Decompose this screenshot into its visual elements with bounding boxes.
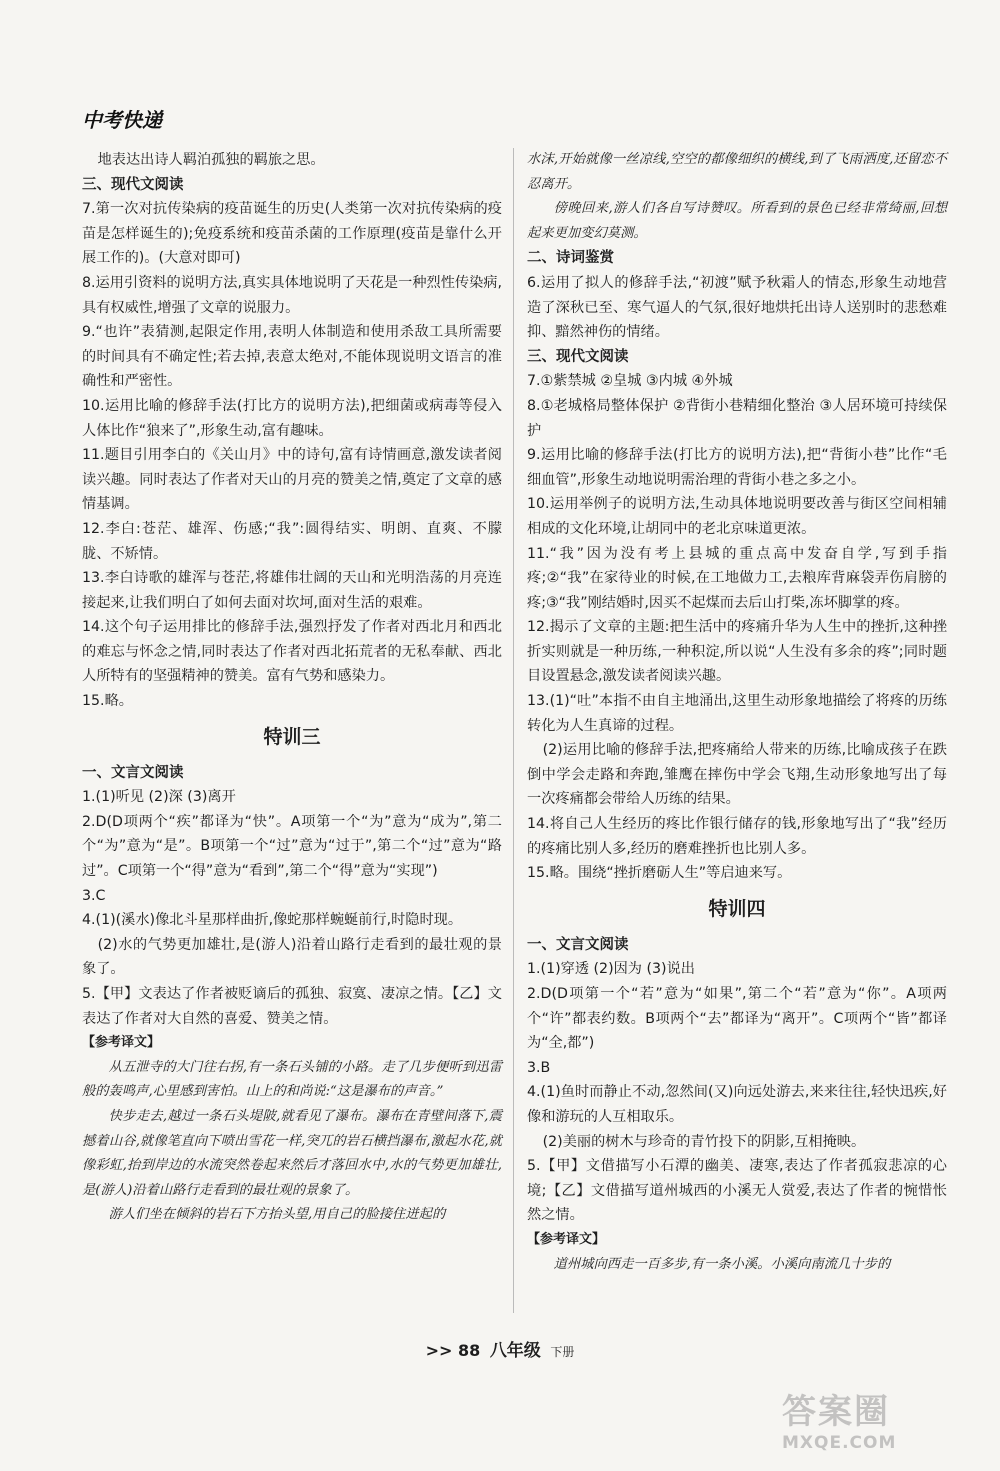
section-heading: 三、现代文阅读 [527,348,629,365]
answer-paragraph: 1.(1)穿透 (2)因为 (3)说出 [527,961,695,978]
answer-paragraph: 2.D(D项两个“疾”都译为“快”。A项第一个“为”意为“成为”,第二个“为”意为“是”。B项第一个“过”意为“过于”,第二个“过”意为“路过”。C项第一个“得”意为“看到”,第二个“得”意为“实现”) [82,813,502,880]
translation-paragraph: 道州城向西走一百多步,有一条小溪。小溪向南流几十步的 [553,1256,891,1272]
translation-paragraph: 快步走去,越过一条石头堤陂,就看见了瀑布。瀑布在青壁间落下,震撼着山谷,就像笔直向下喷出雪花一样,突兀的岩石横挡瀑布,激起水花,就像彩虹,抬到岸边的水流突然卷起来然后才落回水中,水的气势更加雄壮,是(游人)沿着山路行走看到的最壮观的景象了。 [82,1108,502,1198]
answer-paragraph: 1.(1)听见 (2)深 (3)离开 [82,789,236,806]
reference-heading: 【参考译文】 [527,1231,606,1247]
answer-paragraph: 8.①老城格局整体保护 ②背街小巷精细化整治 ③人居环境可持续保护 [527,397,947,439]
translation-paragraph: 傍晚回来,游人们各自写诗赞叹。所看到的景色已经非常绮丽,回想起来更加变幻莫测。 [527,201,947,241]
answer-paragraph: 13.李白诗歌的雄浑与苍茫,将雄伟壮阔的天山和光明浩荡的月亮连接起来,让我们明白了如何去面对坎坷,面对生活的艰难。 [82,570,502,611]
answer-paragraph: 6.运用了拟人的修辞手法,“初渡”赋予秋霜人的情态,形象生动地营造了深秋已至、寒气逼人的气氛,很好地烘托出诗人送别时的悲愁难抑、黯然神伤的情绪。 [527,274,947,341]
footer-arrows: >> [425,1341,453,1360]
answer-paragraph: 15.略。围绕“挫折磨砺人生”等启迪来写。 [527,865,792,882]
answer-paragraph: 3.C [82,887,106,904]
reference-heading: 【参考译文】 [82,1035,161,1051]
answer-paragraph: 11.“我”因为没有考上县城的重点高中发奋自学,写到手指疼;②“我”在家待业的时候,在工地做力工,去粮库背麻袋弄伤肩膀的疼;③“我”刚结婚时,因买不起煤而去后山打柴,冻坏脚掌的疼。 [527,545,947,611]
translation-paragraph: 从五泄寺的大门往右拐,有一条石头铺的小路。走了几步便听到迅雷般的轰鸣声,心里感到害怕。山上的和尚说:“这是瀑布的声音。” [82,1059,502,1100]
answer-paragraph: 9.“也许”表猜测,起限定作用,表明人体制造和使用杀敌工具所需要的时间具有不确定性;若去掉,表意太绝对,不能体现说明文语言的准确性和严密性。 [82,324,502,390]
answer-paragraph: 13.(1)“吐”本指不由自主地涌出,这里生动形象地描绘了将疼的历练转化为人生真谛的过程。 [527,693,947,734]
watermark-text: 答案圈 [782,1392,890,1432]
watermark-url: MXQE.COM [782,1433,897,1453]
answer-paragraph: 10.运用举例子的说明方法,生动具体地说明要改善与街区空间相辅相成的文化环境,让胡同中的老北京味道更浓。 [527,496,947,537]
answer-paragraph: (2)水的气势更加雄壮,是(游人)沿着山路行走看到的最壮观的景象了。 [82,936,502,978]
grade-label: 八年级 [489,1341,541,1361]
answer-paragraph: 12.揭示了文章的主题:把生活中的疼痛升华为人生中的挫折,这种挫折实则就是一种历练,一种积淀,所以说“人生没有多余的疼”;同时题目设置悬念,激发读者阅读兴趣。 [527,619,947,685]
answer-paragraph: 7.第一次对抗传染病的疫苗诞生的历史(人类第一次对抗传染病的疫苗是怎样诞生的);免疫系统和疫苗杀菌的工作原理(疫苗是靠什么开展工作的)。(大意对即可) [82,201,502,267]
answer-paragraph: 14.这个句子运用排比的修辞手法,强烈抒发了作者对西北月和西北的难忘与怀念之情,同时表达了作者对西北拓荒者的无私奉献、西北人所特有的坚强精神的赞美。富有气势和感染力。 [82,619,502,685]
answer-paragraph: 地表达出诗人羁泊孤独的羁旅之思。 [97,152,325,168]
answer-paragraph: 8.运用引资料的说明方法,真实具体地说明了天花是一种烈性传染病,具有权威性,增强了文章的说服力。 [82,274,502,316]
section-heading: 三、现代文阅读 [82,176,184,193]
answer-paragraph: 9.运用比喻的修辞手法(打比方的说明方法),把“背街小巷”比作“毛细血管”,形象生动地说明需治理的背街小巷之多之小。 [527,447,947,488]
translation-paragraph: 水沫,开始就像一丝凉线,空空的都像细织的横线,到了飞雨洒度,还留恋不忍离开。 [527,152,947,192]
section-heading: 二、诗词鉴赏 [527,250,614,267]
answer-paragraph: 4.(1)鱼时而静止不动,忽然间(又)向远处游去,来来往往,轻快迅疾,好像和游玩的人互相取乐。 [527,1084,947,1125]
right-column [527,148,947,1277]
answer-paragraph: 14.将自己人生经历的疼比作银行储存的钱,形象地写出了“我”经历的疼痛比别人多,经历的磨难挫折也比别人多。 [527,816,947,857]
training-title: 特训三 [263,725,321,748]
answer-paragraph: 10.运用比喻的修辞手法(打比方的说明方法),把细菌或病毒等侵入人体比作“狼来了”,形象生动,富有趣味。 [82,397,502,439]
section-heading: 一、文言文阅读 [82,764,184,781]
answer-paragraph: (2)美丽的树木与珍奇的青竹投下的阴影,互相掩映。 [542,1133,866,1150]
answer-paragraph: 3.B [527,1059,551,1076]
page-footer [0,1336,1000,1361]
section-heading: 一、文言文阅读 [527,936,629,953]
translation-paragraph: 游人们坐在倾斜的岩石下方抬头望,用自己的脸接住迸起的 [108,1207,446,1223]
answer-paragraph: 12.李白:苍茫、雄浑、伤感;“我”:圆得结实、明朗、直爽、不朦胧、不矫情。 [82,520,502,562]
section-header: 中考快递 [82,108,162,132]
watermark-logo [782,1392,962,1464]
column-divider [513,148,514,1313]
answer-paragraph: 5.【甲】文表达了作者被贬谪后的孤独、寂寞、凄凉之情。【乙】文表达了作者对大自然的喜爱、赞美之情。 [82,986,502,1027]
answer-paragraph: 4.(1)(溪水)像北斗星那样曲折,像蛇那样蜿蜒前行,时隐时现。 [82,912,463,929]
answer-paragraph: 7.①紫禁城 ②皇城 ③内城 ④外城 [527,373,733,390]
training-title: 特训四 [708,897,766,920]
answer-paragraph: 15.略。 [82,693,133,710]
answer-paragraph: (2)运用比喻的修辞手法,把疼痛给人带来的历练,比喻成孩子在跌倒中学会走路和奔跑,雏鹰在摔伤中学会飞翔,生动形象地写出了每一次疼痛都会带给人历练的结果。 [527,742,947,808]
answer-paragraph: 5.【甲】文借描写小石潭的幽美、凄寒,表达了作者孤寂悲凉的心境;【乙】文借描写道州城西的小溪无人赏爱,表达了作者的惋惜怅然之情。 [527,1158,947,1224]
left-column [82,148,502,1228]
answer-paragraph: 2.D(D项第一个“若”意为“如果”,第二个“若”意为“你”。A项两个“许”都表约数。B项两个“去”都译为“离开”。C项两个“皆”都译为“全,都”) [527,986,947,1052]
answer-paragraph: 11.题目引用李白的《关山月》中的诗句,富有诗情画意,激发读者阅读兴趣。同时表达了作者对天山的月亮的赞美之情,奠定了文章的感情基调。 [82,447,502,513]
page-number: 88 [457,1341,481,1360]
volume-label: 下册 [550,1345,575,1359]
